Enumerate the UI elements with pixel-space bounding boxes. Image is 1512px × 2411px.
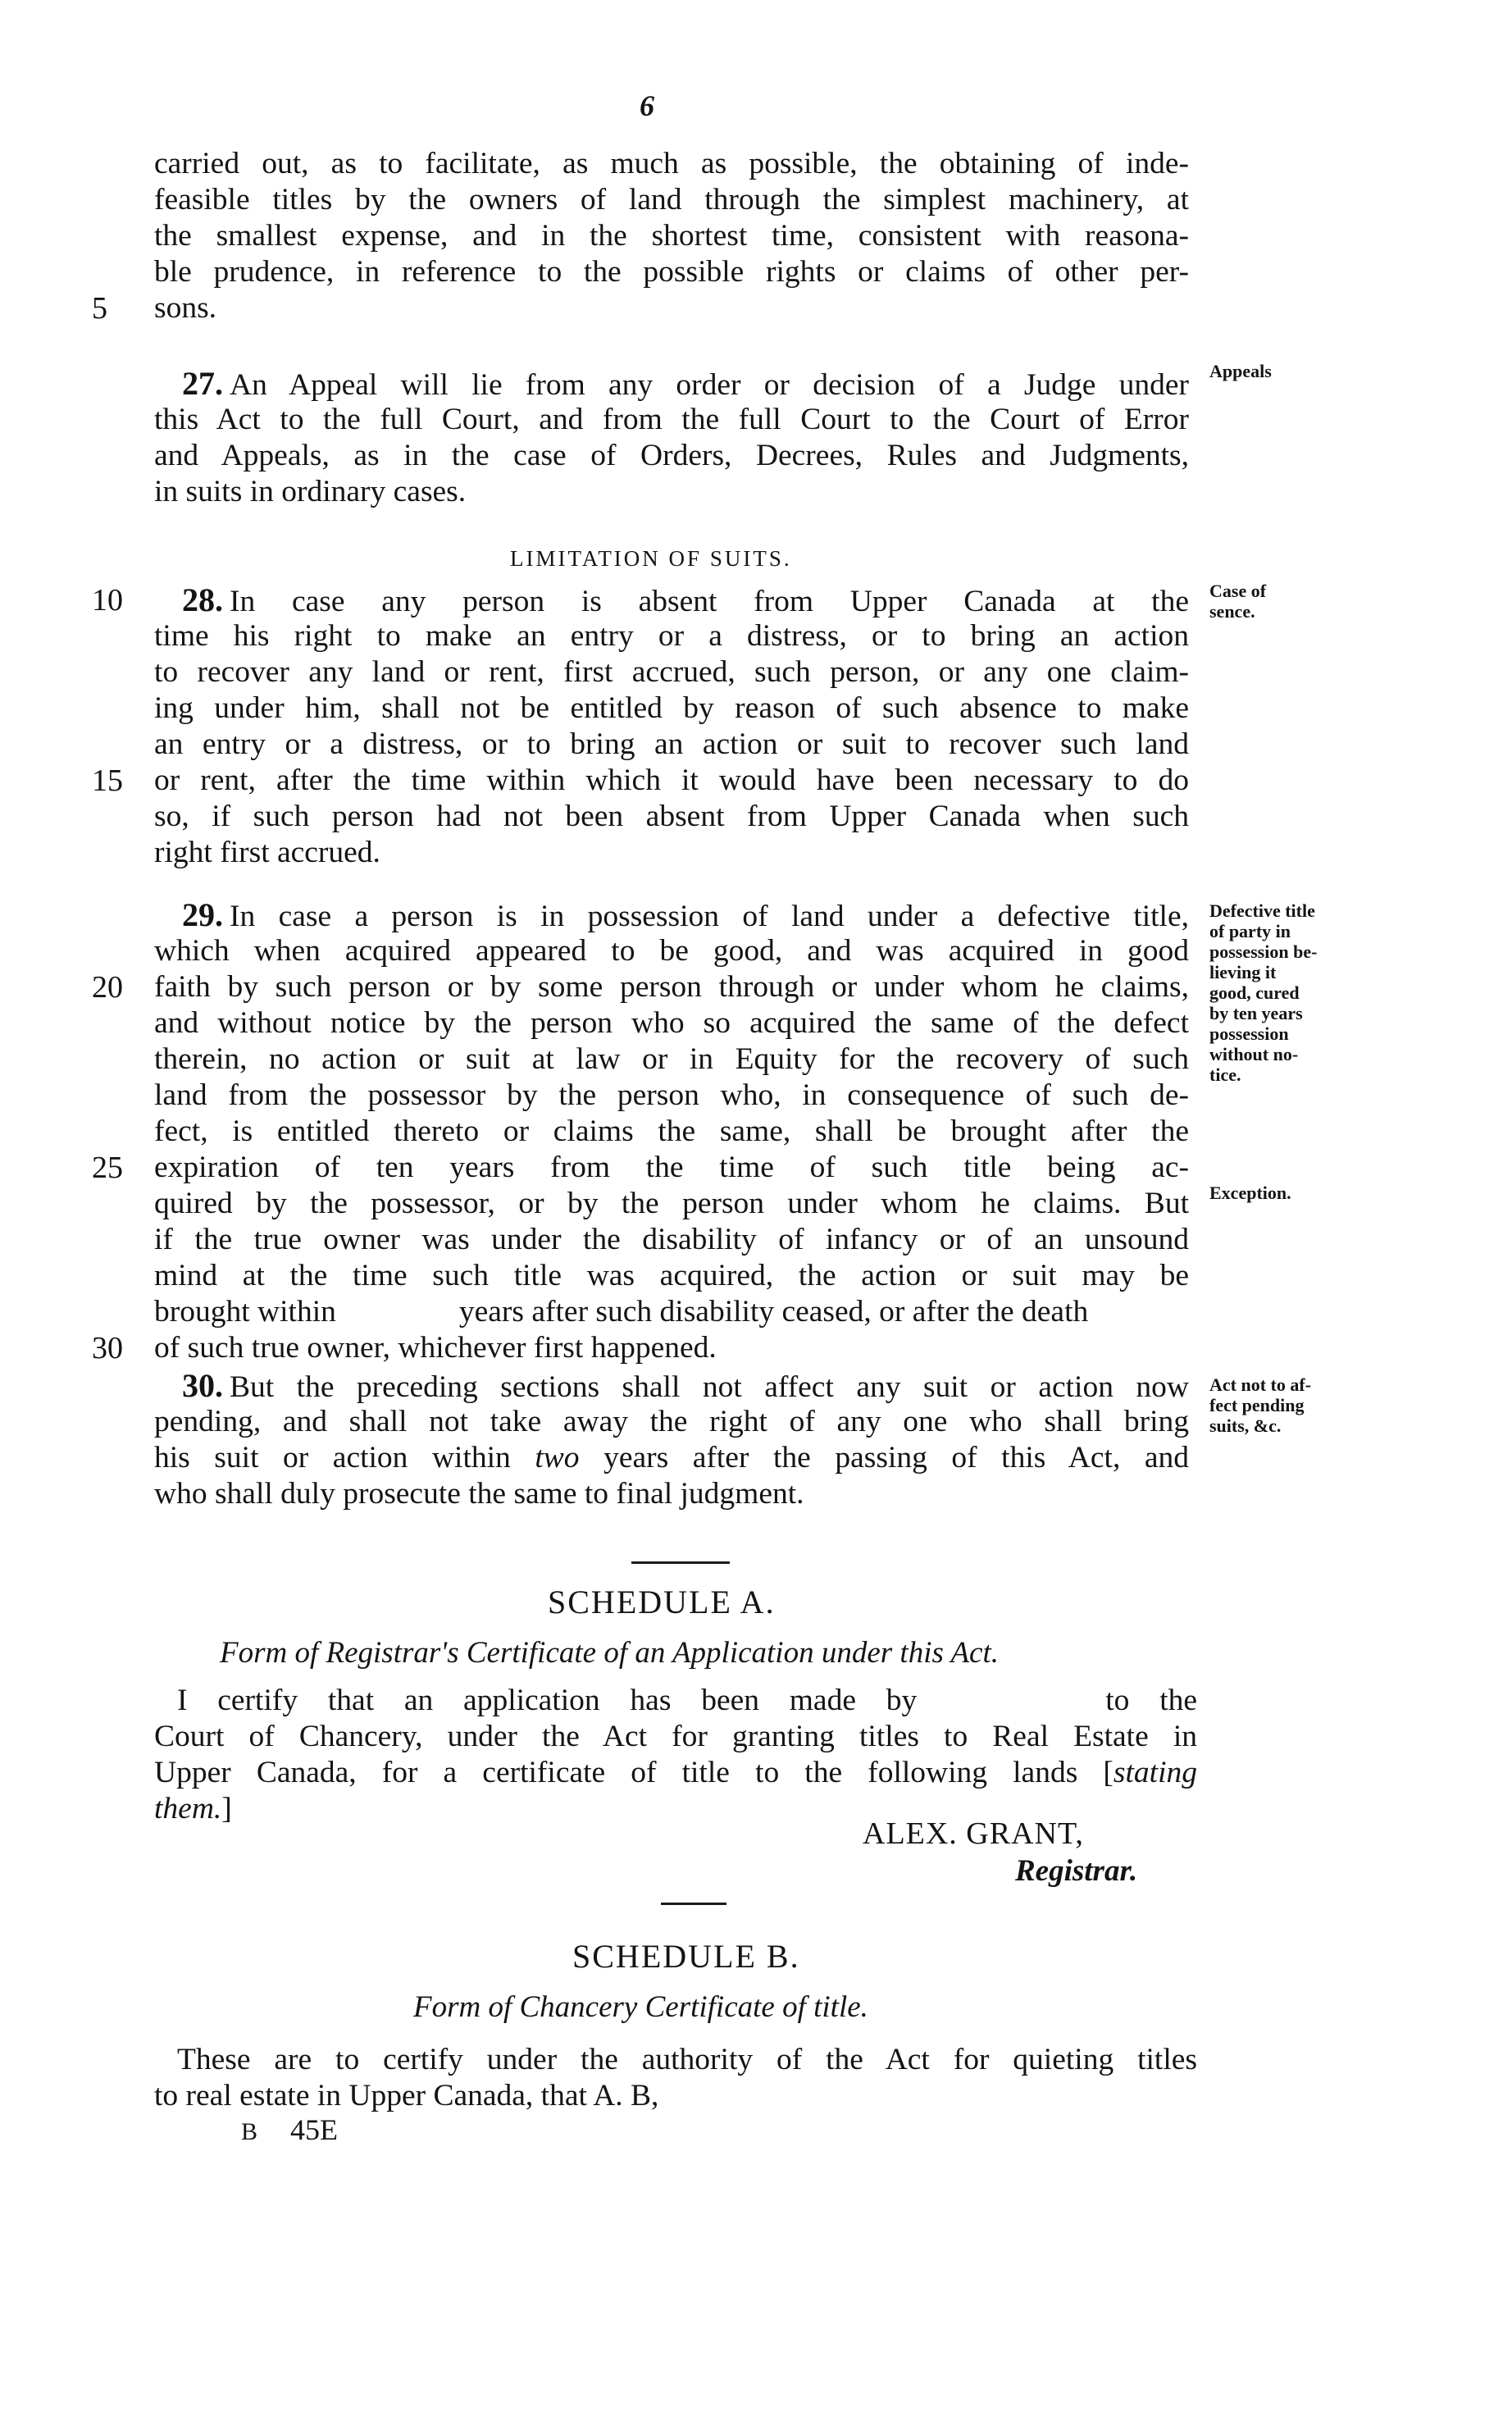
signature-letter: B (241, 2118, 258, 2145)
registrar-title: Registrar. (1015, 1854, 1138, 1888)
margin-note-line: lieving it (1209, 962, 1277, 982)
text-fragment: brought within (154, 1295, 336, 1329)
text-line: An Appeal will lie from any order or decision of a Judge under (230, 368, 1189, 402)
schedule-b-subtitle: Form of Chancery Certificate of title. (413, 1990, 868, 2024)
text-fragment: years after the passing of this Act, and (603, 1441, 1190, 1474)
section-number: 29. (182, 896, 223, 933)
margin-note-line: possession (1209, 1023, 1289, 1044)
text-line: time his right to make an entry or a distress, or to bring an action (154, 619, 1189, 653)
line-number: 25 (92, 1151, 123, 1185)
margin-note-line: fect pending (1209, 1395, 1305, 1415)
text-line: which when acquired appeared to be good, and was acquired in good (154, 934, 1189, 968)
printer-signature-mark (241, 2112, 338, 2147)
line-number: 10 (92, 583, 123, 618)
text-line: the smallest expense, and in the shortest time, consistent with reasona- (154, 219, 1189, 253)
text-fragment: I certify that an application has been made by (177, 1684, 918, 1717)
section-30 (154, 1368, 1189, 1512)
section-number: 28. (182, 581, 223, 618)
page-number: 6 (640, 89, 654, 122)
text-line-with-italic (154, 1440, 1189, 1476)
line-number: 15 (92, 763, 123, 798)
margin-note-defective-title (1209, 900, 1406, 1085)
signature-code: 45E (290, 2113, 339, 2146)
text-line: ble prudence, in reference to the possible rights or claims of other per- (154, 255, 1189, 289)
margin-note-line: suits, &c. (1209, 1415, 1282, 1436)
text-line: fect, is entitled thereto or claims the same, shall be brought after the (154, 1114, 1189, 1148)
margin-note-absence (1209, 581, 1406, 622)
text-fragment-italic: two (535, 1441, 580, 1474)
margin-note-line: Exception. (1209, 1183, 1291, 1203)
text-line: therein, no action or suit at law or in Equity for the recovery of such (154, 1042, 1189, 1076)
text-line: this Act to the full Court, and from the full Court to the Court of Error (154, 403, 1189, 436)
section-27 (154, 366, 1189, 510)
text-line: feasible titles by the owners of land through the simplest machinery, at (154, 183, 1189, 216)
text-line: In case any person is absent from Upper Canada at the (230, 585, 1189, 618)
section-number: 30. (182, 1367, 223, 1404)
text-line: In case a person is in possession of land under a defective title, (230, 900, 1189, 933)
text-fragment: to the (1105, 1684, 1198, 1717)
text-line: if the true owner was under the disability of infancy or of an unsound (154, 1223, 1189, 1256)
text-line-with-italic (154, 1755, 1197, 1791)
divider-rule (631, 1561, 730, 1564)
text-line: pending, and shall not take away the right of any one who shall bring (154, 1405, 1189, 1438)
line-number: 5 (92, 291, 107, 326)
text-line: and Appeals, as in the case of Orders, Decrees, Rules and Judgments, (154, 439, 1189, 472)
schedule-b-title: SCHEDULE B. (572, 1938, 800, 1975)
margin-note-line: good, cured (1209, 982, 1300, 1003)
text-line: an entry or a distress, or to bring an action or suit to recover such land (154, 727, 1189, 761)
margin-note-pending-suits (1209, 1374, 1406, 1436)
text-line: so, if such person had not been absent from Upper Canada when such (154, 800, 1189, 833)
section-29 (154, 897, 1189, 1366)
margin-note-line: possession be- (1209, 941, 1318, 962)
text-line: who shall duly prosecute the same to final judgment. (154, 1477, 804, 1511)
margin-note-appeals (1209, 361, 1406, 381)
schedule-a-body (154, 1683, 1197, 1827)
section-28 (154, 582, 1189, 871)
margin-note-line: Case of (1209, 581, 1267, 601)
text-line: These are to certify under the authority of the Act for quieting titles (177, 2043, 1197, 2076)
paragraph-continuation (154, 146, 1189, 326)
text-line: or rent, after the time within which it would have been necessary to do (154, 763, 1189, 797)
margin-note-exception (1209, 1183, 1406, 1203)
margin-note-line: sence. (1209, 601, 1255, 622)
text-line: in suits in ordinary cases. (154, 475, 467, 508)
text-fragment: ] (221, 1792, 232, 1825)
schedule-b-body (154, 2042, 1197, 2114)
text-fragment: his suit or action within (154, 1441, 511, 1474)
text-line: carried out, as to facilitate, as much as possible, the obtaining of inde- (154, 147, 1189, 180)
text-fragment-italic: them. (154, 1792, 222, 1825)
margin-note-line: Appeals (1209, 361, 1272, 381)
schedule-a-subtitle: Form of Registrar's Certificate of an Application under this Act. (220, 1636, 1000, 1670)
text-fragment: years after such disability ceased, or after the death (458, 1295, 1089, 1329)
line-number: 20 (92, 970, 123, 1005)
text-line: expiration of ten years from the time of such title being ac- (154, 1151, 1189, 1184)
text-line: Court of Chancery, under the Act for granting titles to Real Estate in (154, 1720, 1197, 1753)
text-line: ing under him, shall not be entitled by reason of such absence to make (154, 691, 1189, 725)
margin-note-line: Act not to af- (1209, 1374, 1312, 1395)
text-line: of such true owner, whichever first happened. (154, 1331, 717, 1365)
text-line: right first accrued. (154, 836, 380, 869)
margin-note-line: of party in (1209, 921, 1291, 941)
margin-note-line: Defective title (1209, 900, 1315, 921)
text-line: quired by the possessor, or by the person under whom he claims. But (154, 1187, 1189, 1220)
schedule-a-title: SCHEDULE A. (548, 1584, 776, 1620)
text-line: faith by such person or by some person through or under whom he claims, (154, 970, 1189, 1004)
divider-rule (661, 1903, 726, 1905)
text-line: But the preceding sections shall not affect any suit or action now (230, 1370, 1189, 1404)
text-line-with-blank (154, 1294, 1189, 1330)
line-number: 30 (92, 1331, 123, 1365)
text-line: mind at the time such title was acquired, the action or suit may be (154, 1259, 1189, 1292)
margin-note-line: tice. (1209, 1064, 1241, 1085)
text-line: and without notice by the person who so acquired the same of the defect (154, 1006, 1189, 1040)
text-line: to real estate in Upper Canada, that A. B, (154, 2079, 659, 2112)
registrar-name: ALEX. GRANT, (863, 1816, 1084, 1851)
text-line: land from the possessor by the person who, in consequence of such de- (154, 1078, 1189, 1112)
text-fragment: Upper Canada, for a certificate of title to the following lands [ (154, 1756, 1114, 1789)
text-line: to recover any land or rent, first accrued, such person, or any one claim- (154, 655, 1189, 689)
margin-note-line: without no- (1209, 1044, 1299, 1064)
text-fragment-italic: stating (1113, 1756, 1197, 1789)
section-number: 27. (182, 365, 223, 402)
text-line-with-blank (154, 1683, 1197, 1719)
margin-note-line: by ten years (1209, 1003, 1303, 1023)
text-line: sons. (154, 291, 217, 325)
section-heading: LIMITATION OF SUITS. (510, 546, 792, 571)
